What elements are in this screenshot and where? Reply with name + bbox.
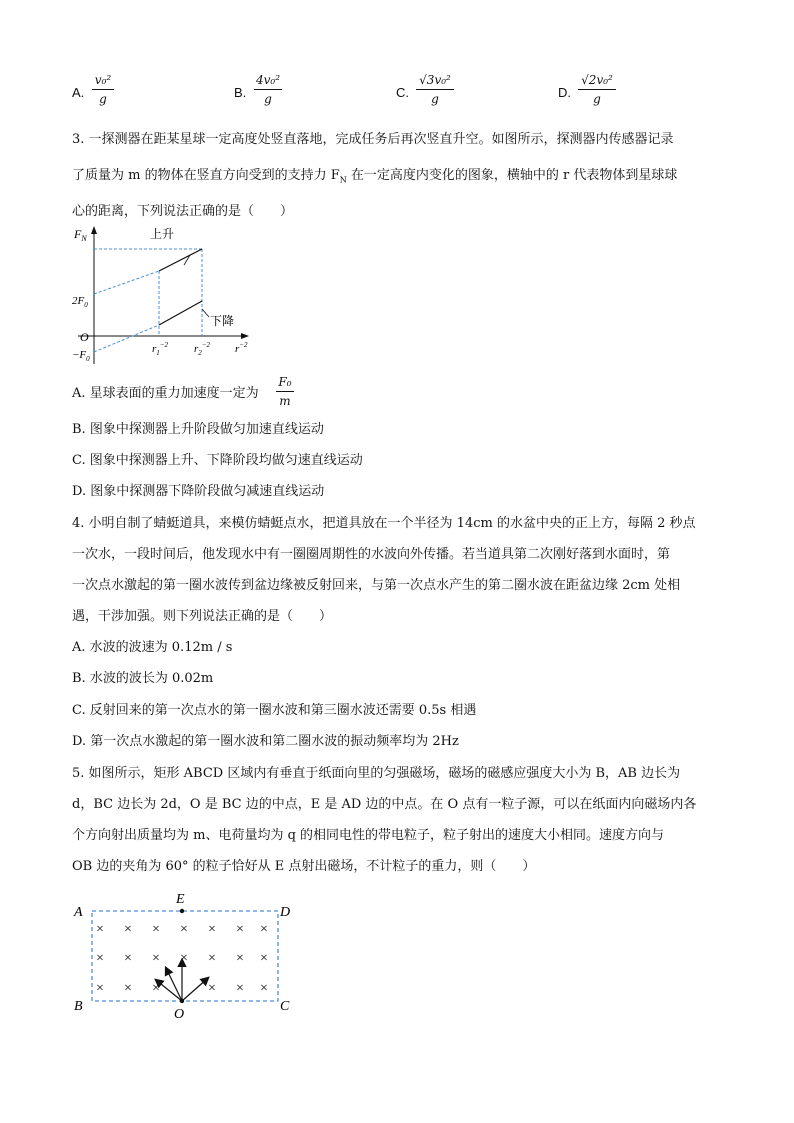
q5-stem-line-4: OB 边的夹角为 60° 的粒子恰好从 E 点射出磁场，不计粒子的重力，则（ ） bbox=[72, 859, 536, 874]
q2-option-d-denominator: g bbox=[593, 92, 601, 106]
q5-point-o bbox=[180, 999, 184, 1003]
q2-option-c-fraction bbox=[416, 72, 454, 107]
q5-label-o: O bbox=[174, 1007, 185, 1021]
field-cross-icon: × bbox=[124, 951, 132, 966]
q3-option-c: C. 图象中探测器上升、下降阶段均做匀速直线运动 bbox=[72, 453, 363, 468]
q5-magnetic-field-figure bbox=[70, 886, 300, 1021]
q2-option-b-label: B. bbox=[234, 85, 247, 100]
q5-velocity-arrow-right bbox=[182, 978, 208, 1001]
field-cross-icon: × bbox=[236, 922, 244, 937]
q3-up-label: 上升 bbox=[150, 227, 175, 241]
q4-stem-line-2: 一次水，一段时间后，他发现水中有一圈圈周期性的水波向外传播。若当道具第二次刚好落到水面时，第 bbox=[72, 547, 671, 562]
q5-stem-line-3: 个方向射出质量均为 m、电荷量均为 q 的相同电性的带电粒子，粒子射出的速度大小相同。速度方向与 bbox=[72, 828, 665, 843]
q3-option-d: D. 图象中探测器下降阶段做匀减速直线运动 bbox=[72, 484, 325, 499]
q4-option-a: A. 水波的波速为 0.12m / s bbox=[72, 640, 233, 655]
q2-option-a-numerator: v₀² bbox=[94, 73, 112, 87]
q2-option-a-label: A. bbox=[72, 85, 85, 100]
q5-point-e bbox=[180, 909, 184, 913]
q5-label-a: A bbox=[74, 905, 83, 920]
q3-stem-line-1: 3. 一探测器在距某星球一定高度处竖直落地，完成任务后再次竖直升空。如图所示，探测器内传感器记录 bbox=[72, 132, 674, 147]
q5-velocity-arrow-upper-left bbox=[166, 968, 182, 1001]
q5-label-e: E bbox=[176, 892, 185, 907]
q3-neg-f0-label: $-F_0$ bbox=[72, 349, 90, 363]
field-cross-icon: × bbox=[208, 981, 216, 996]
field-cross-icon: × bbox=[96, 981, 104, 996]
q3-force-graph bbox=[72, 224, 262, 369]
q3-r1-label: $r_1^{-2}$ bbox=[152, 341, 169, 357]
q5-stem-line-1: 5. 如图所示，矩形 ABCD 区域内有垂直于纸面向里的匀强磁场，磁场的磁感应强度大小为 B，AB 边长为 bbox=[72, 766, 681, 781]
field-cross-icon: × bbox=[124, 981, 132, 996]
q3-option-b: B. 图象中探测器上升阶段做匀加速直线运动 bbox=[72, 422, 324, 437]
q5-stem-line-2: d，BC 边长为 2d，O 是 BC 边的中点，E 是 AD 边的中点。在 O 点有一粒子源，可以在纸面内向磁场内各 bbox=[72, 797, 697, 812]
q3-down-line bbox=[159, 301, 202, 325]
field-cross-icon: × bbox=[260, 951, 268, 966]
q3-stem-line-3: 心的距离，下列说法正确的是（ ） bbox=[72, 204, 294, 219]
q3-y-axis-arrow-icon bbox=[91, 226, 97, 234]
q2-option-a-fraction bbox=[92, 72, 114, 107]
q3-stem-line-2: 了质量为 m 的物体在竖直方向受到的支持力 $F_N$ 在一定高度内变化的图象，横轴中的 r 代表物体到星球球 bbox=[72, 168, 678, 185]
field-cross-icon: × bbox=[152, 922, 160, 937]
q3-option-a-fraction bbox=[276, 374, 294, 409]
q2-option-d-numerator: √2v₀² bbox=[581, 73, 613, 87]
q2-option-b-fraction bbox=[254, 72, 282, 107]
q5-label-c: C bbox=[280, 999, 290, 1014]
q2-option-c-label: C. bbox=[396, 85, 409, 100]
q5-label-d: D bbox=[280, 905, 291, 920]
q3-option-a: A. 星球表面的重力加速度一定为 bbox=[72, 386, 259, 401]
q3-up-extension bbox=[94, 271, 159, 294]
q2-option-b-numerator: 4v₀² bbox=[255, 73, 281, 87]
q3-option-a-numerator: F₀ bbox=[278, 375, 292, 389]
q3-x-axis-arrow-icon bbox=[241, 333, 249, 339]
field-cross-icon: × bbox=[96, 922, 104, 937]
field-cross-icon: × bbox=[260, 981, 268, 996]
q3-y-axis-label: $F_N$ bbox=[74, 227, 87, 243]
q4-stem-line-3: 一次点水激起的第一圈水波传到盆边缘被反射回来，与第一次点水产生的第二圈水波在距盆边缘 2cm 处相 bbox=[72, 578, 681, 593]
q3-option-a-denominator: m bbox=[279, 394, 291, 408]
field-cross-icon: × bbox=[260, 922, 268, 937]
q3-down-pointer bbox=[202, 309, 209, 317]
q3-down-label: 下降 bbox=[210, 314, 235, 328]
field-cross-icon: × bbox=[124, 922, 132, 937]
q3-two-f0-label: $2F_0$ bbox=[72, 295, 88, 309]
field-cross-icon: × bbox=[236, 951, 244, 966]
field-cross-icon: × bbox=[96, 951, 104, 966]
field-cross-icon: × bbox=[236, 981, 244, 996]
q3-down-extension bbox=[94, 325, 159, 352]
q2-option-d-label: D. bbox=[558, 85, 571, 100]
q3-r2-label: $r_2^{-2}$ bbox=[194, 341, 211, 357]
field-cross-icon: × bbox=[180, 951, 188, 966]
q2-option-c-numerator: √3v₀² bbox=[419, 73, 451, 87]
field-cross-icon: × bbox=[180, 922, 188, 937]
q4-option-c: C. 反射回来的第一次点水的第一圈水波和第三圈水波还需要 0.5s 相遇 bbox=[72, 703, 477, 718]
q5-label-b: B bbox=[74, 999, 83, 1014]
field-cross-icon: × bbox=[152, 981, 160, 996]
q2-option-c-denominator: g bbox=[431, 92, 439, 106]
q4-option-d: D. 第一次点水激起的第一圈水波和第二圈水波的振动频率均为 2Hz bbox=[72, 734, 459, 749]
q3-up-line bbox=[159, 249, 202, 271]
q4-option-b: B. 水波的波长为 0.02m bbox=[72, 671, 214, 686]
q4-stem-line-1: 4. 小明自制了蜻蜓道具，来模仿蜻蜓点水，把道具放在一个半径为 14cm 的水盆中央的正上方，每隔 2 秒点 bbox=[72, 516, 696, 531]
q4-stem-line-4: 遇，干涉加强。则下列说法正确的是（ ） bbox=[72, 609, 333, 624]
q2-option-a-denominator: g bbox=[99, 92, 107, 106]
field-cross-icon: × bbox=[152, 951, 160, 966]
field-cross-icon: × bbox=[208, 951, 216, 966]
q2-option-b-denominator: g bbox=[264, 92, 272, 106]
field-cross-icon: × bbox=[208, 922, 216, 937]
q3-r-axis-label: $r^{-2}$ bbox=[235, 341, 248, 355]
q3-origin-label: O bbox=[80, 330, 89, 344]
q2-option-d-fraction bbox=[578, 72, 616, 107]
